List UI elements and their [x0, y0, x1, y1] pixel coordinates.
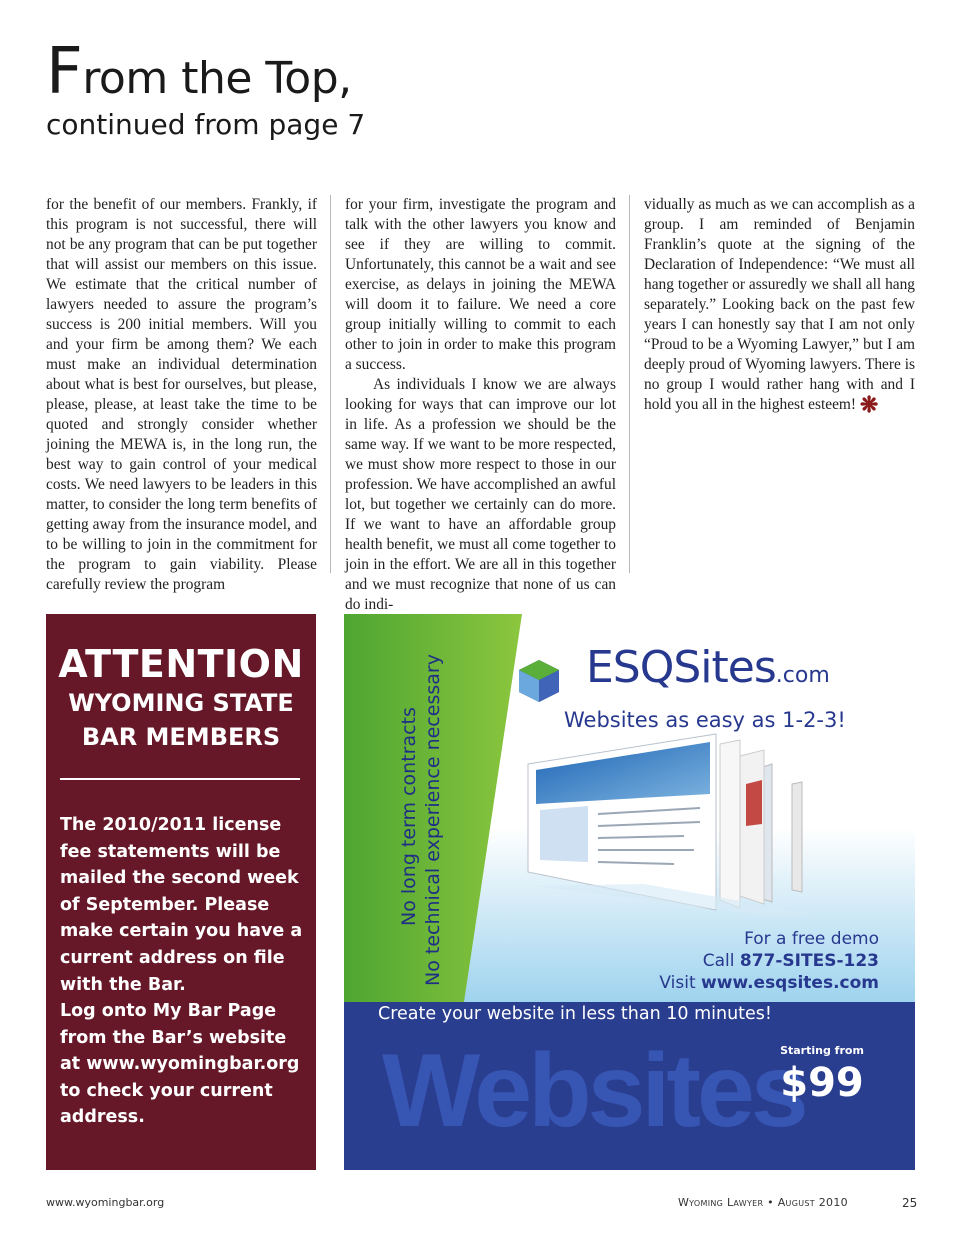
footer-url[interactable]: www.wyomingbar.org: [46, 1196, 165, 1209]
ad-vertical-text: No technical experience necessary: [422, 654, 444, 986]
badge-price: $99: [780, 1060, 864, 1106]
website-link[interactable]: www.esqsites.com: [701, 973, 879, 993]
attention-subtitle: [46, 686, 316, 754]
ad-vertical-text: No long term contracts: [398, 707, 420, 926]
paragraph: for the benefit of our members. Frankly, if this program is not successful, there will not be any program that can be put together that will assist our members on this issue. We estimate that the critical number of lawyers needed to assure the program’s success is 200 initial members. Will you and your firm be among them? We each must make an individual determination about what is best for ourselves, but please, please, please, at least take the time to be quoted and strongly consider whether joining the MEWA is, in the long run, the best way to gain control of your medical costs. We need lawyers to be leaders in this matter, to consider the long term benefits of getting away from the insurance model, and to be willing to join in the commitment for the program to gain viability. Please carefully review the program: [46, 196, 317, 593]
badge-label: Starting from: [780, 1044, 864, 1057]
article-title: [46, 35, 352, 109]
logo-name: ESQSites: [586, 642, 776, 693]
call-prefix: Call: [702, 951, 740, 971]
attention-notice-box: [46, 614, 316, 1170]
title-rest: rom the Top,: [82, 53, 352, 104]
ad-banner-text: Create your website in less than 10 minutes!: [378, 1004, 772, 1024]
attention-title: ATTENTION: [58, 642, 304, 686]
page-number: 25: [902, 1196, 918, 1210]
text-column-3: [644, 195, 915, 415]
attention-paragraph: Log onto My Bar Page from the Bar’s website at www.wyomingbar.org to check your current address.: [60, 1001, 300, 1128]
article-subtitle: continued from page 7: [46, 108, 366, 141]
text-column-2: [345, 195, 616, 615]
paragraph: [644, 195, 915, 415]
end-mark-icon: ❋: [859, 392, 879, 417]
visit-prefix: Visit: [659, 973, 702, 993]
ad-call-line[interactable]: [703, 950, 879, 972]
paragraph-text: vidually as much as we can accomplish as a group. I am reminded of Benjamin Franklin’s quote at the signing of the Declaration of Independence: “We must all hang together or assuredly we shall all hang separately.” Looking back on the past few years I can honestly say that I am not only “Proud to be a Wyoming Lawyer,” but I am deeply proud of Wyoming lawyers. There is no group I would rather hang with and I hold you all in the highest esteem!: [644, 196, 915, 413]
ad-visit-line[interactable]: [659, 972, 879, 994]
column-divider: [330, 195, 331, 573]
text-column-1: [46, 195, 317, 595]
ad-demo-line: For a free demo: [744, 929, 879, 949]
paragraph: As individuals I know we are always looking for ways that can improve our lot in life. As a profession we should be the same way. If we want to be more respected, we must show more respect to those in our profession. We have accomplished an awful lot, but together we certainly can do more. If we want to have an affordable group health benefit, we must all come together to join in the effort. We are all in this together and we must recognize that none of us can do indi-: [345, 376, 616, 613]
attention-subtitle-line: WYOMING STATE: [68, 689, 294, 717]
paragraph: for your firm, investigate the program and talk with the other lawyers you know and see if they are willing to commit. Unfortunately, this cannot be a wait and see exercise, as delays in joining the MEWA will doom it to failure. We need a core group initially willing to commit to each other to join in order to make this program a success.: [345, 196, 616, 373]
logo-suffix: .com: [775, 663, 830, 688]
title-initial: F: [46, 35, 83, 109]
ad-background-word: Websites: [382, 1033, 805, 1149]
esqsites-logo[interactable]: [586, 642, 830, 693]
column-divider: [629, 195, 630, 573]
divider: [60, 778, 300, 780]
footer-publication: Wyoming Lawyer • August 2010: [678, 1196, 848, 1209]
attention-paragraph: The 2010/2011 license fee statements will be mailed the second week of September. Please make certain you have a current address on file with the Bar.: [60, 815, 303, 995]
esqsites-advertisement[interactable]: [344, 614, 915, 1170]
attention-subtitle-line: BAR MEMBERS: [81, 723, 281, 751]
ad-tagline: Websites as easy as 1-2-3!: [564, 708, 846, 732]
phone-number[interactable]: 877-SITES-123: [739, 951, 879, 971]
